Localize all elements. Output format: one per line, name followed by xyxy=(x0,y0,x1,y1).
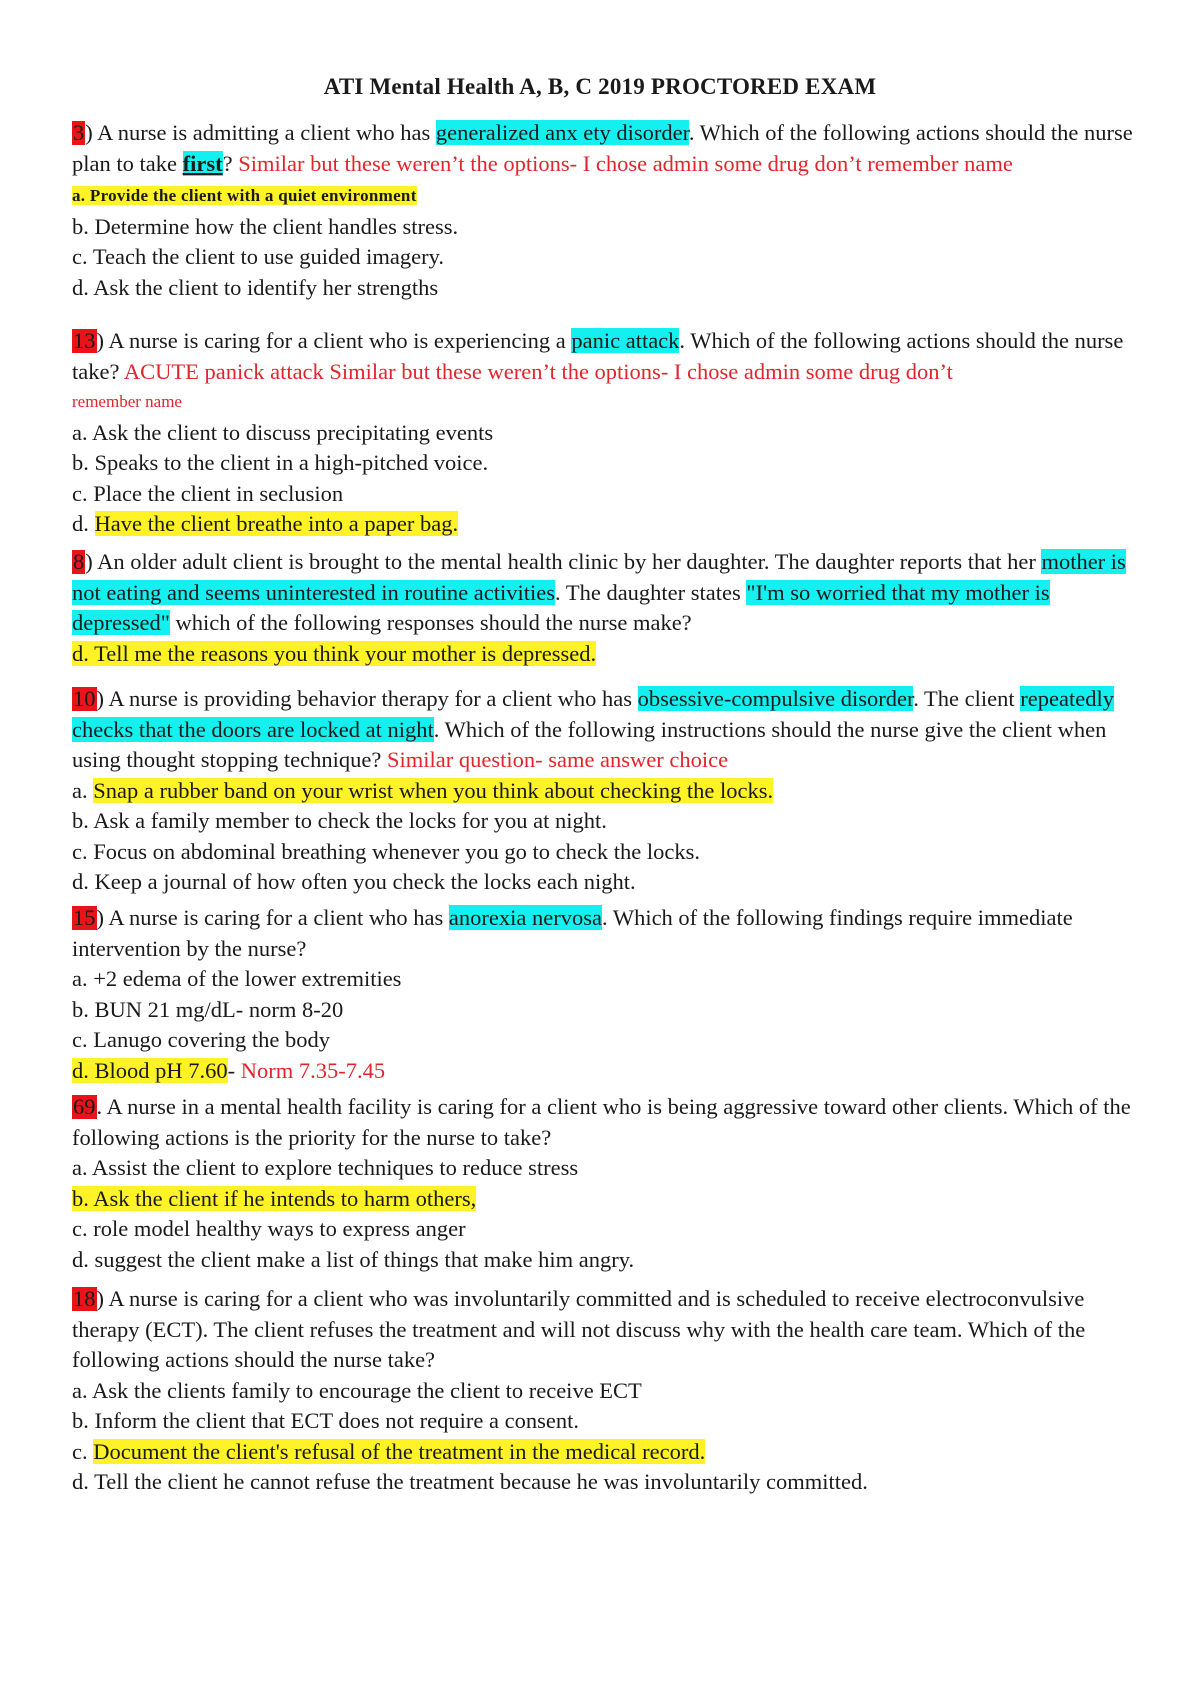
highlight-key-term: generalized anx ety disorder xyxy=(435,120,689,145)
separator: - xyxy=(227,1057,241,1083)
option-a-answer: Snap a rubber band on your wrist when you think about checking the locks. xyxy=(93,777,774,803)
question-number-badge: 10 xyxy=(73,686,96,711)
annotation-note: Similar question- same answer choice xyxy=(386,747,729,772)
option-c-row xyxy=(72,1437,1140,1468)
question-number-badge: 3 xyxy=(73,120,85,145)
question-10 xyxy=(72,684,1140,898)
option-a: a. Ask the clients family to encourage the client to receive ECT xyxy=(72,1377,642,1403)
question-stem xyxy=(72,1092,1140,1153)
option-b: b. Ask a family member to check the locks for you at night. xyxy=(72,808,607,833)
option-d-row xyxy=(72,1056,1140,1087)
question-number-badge: 18 xyxy=(73,1286,96,1311)
question-stem xyxy=(72,903,1140,964)
highlight-key-term: obsessive-compulsive disorder xyxy=(637,686,914,711)
option-c: c. role model healthy ways to express anger xyxy=(72,1216,466,1241)
question-number-badge: 69 xyxy=(73,1094,96,1119)
stem-text: . A nurse in a mental health facility is caring for a client who is being aggressive toward other clients. Which of the following actions is the priority for the nurse to take? xyxy=(72,1094,1131,1150)
option-b: b. BUN 21 mg/dL- norm 8-20 xyxy=(72,996,344,1022)
option-letter: d. xyxy=(72,511,95,536)
annotation-note: ACUTE panick attack Similar but these weren’t the options- I chose admin some drug don’t xyxy=(123,358,953,384)
question-stem xyxy=(72,118,1140,179)
option-b: b. Determine how the client handles stress. xyxy=(72,213,459,239)
question-18 xyxy=(72,1284,1140,1498)
stem-text: ) A nurse is admitting a client who has xyxy=(85,120,436,145)
stem-text: . The daughter states xyxy=(555,579,747,605)
highlight-key-phrase: repeatedly checks that the doors are locked at night xyxy=(72,686,1114,742)
option-letter: c. xyxy=(72,1438,94,1464)
question-stem xyxy=(72,547,1140,639)
option-b: b. Inform the client that ECT does not require a consent. xyxy=(72,1408,579,1433)
option-a-answer: a. Provide the client with a quiet environment xyxy=(72,186,417,205)
option-letter: a. xyxy=(72,777,94,803)
stem-text: ) A nurse is providing behavior therapy for a client who has xyxy=(96,686,638,711)
question-stem xyxy=(72,684,1140,776)
question-stem xyxy=(72,326,1140,387)
annotation-note: Norm 7.35-7.45 xyxy=(240,1057,386,1083)
question-13 xyxy=(72,326,1140,540)
stem-text: . Which of the following actions should the nurse plan to take xyxy=(72,120,1133,176)
stem-text: which of the following responses should the nurse make? xyxy=(169,610,692,635)
stem-text: . The client xyxy=(913,686,1021,711)
annotation-note-continued: remember name xyxy=(72,392,182,411)
stem-text: . Which of the following instructions should the nurse give the client when using thought stopping technique? xyxy=(72,716,1107,772)
option-a-row xyxy=(72,776,1140,807)
stem-text: ) A nurse is caring for a client who is experiencing a xyxy=(96,328,572,353)
question-number-badge: 8 xyxy=(73,549,85,574)
option-d-answer: d. Tell me the reasons you think your mother is depressed. xyxy=(72,640,597,666)
option-d: d. Keep a journal of how often you check the locks each night. xyxy=(72,869,636,894)
annotation-note: Similar but these weren’t the options- I chose admin some drug don’t remember name xyxy=(238,150,1013,176)
option-b-answer: b. Ask the client if he intends to harm others, xyxy=(72,1185,477,1211)
option-c: c. Teach the client to use guided imagery. xyxy=(72,244,445,269)
question-69 xyxy=(72,1092,1140,1275)
option-c: c. Lanugo covering the body xyxy=(72,1027,331,1052)
option-b: b. Speaks to the client in a high-pitched voice. xyxy=(72,450,489,475)
question-8 xyxy=(72,547,1140,669)
stem-text: ) An older adult client is brought to the mental health clinic by her daughter. The daughter reports that her xyxy=(85,549,1042,574)
highlight-key-term: anorexia nervosa xyxy=(448,905,602,930)
option-d: d. Tell the client he cannot refuse the treatment because he was involuntarily committed. xyxy=(72,1469,868,1494)
question-number-badge: 13 xyxy=(73,328,96,353)
option-d: d. suggest the client make a list of things that make him angry. xyxy=(72,1246,635,1272)
stem-text: ) A nurse is caring for a client who was involuntarily committed and is scheduled to receive electroconvulsive therapy (ECT). The client refuses the treatment and will not discuss why with the health care team. Which of the following actions should the nurse take? xyxy=(72,1286,1086,1372)
stem-text: ? xyxy=(222,150,239,176)
stem-text: . Which of the following actions should the nurse take? xyxy=(72,328,1124,384)
option-a: a. Ask the client to discuss precipitating events xyxy=(72,419,494,445)
stem-text: . Which of the following findings require immediate intervention by the nurse? xyxy=(72,905,1073,961)
option-d-answer: Have the client breathe into a paper bag. xyxy=(94,511,459,536)
option-a: a. +2 edema of the lower extremities xyxy=(72,966,402,991)
option-c: c. Focus on abdominal breathing whenever you go to check the locks. xyxy=(72,838,700,864)
option-a: a. Assist the client to explore techniques to reduce stress xyxy=(72,1155,579,1180)
option-c: c. Place the client in seclusion xyxy=(72,480,344,506)
highlight-quote: "I'm so worried that my mother is depressed" xyxy=(72,579,1050,635)
highlight-first: first xyxy=(182,150,223,176)
option-d-answer: d. Blood pH 7.60 xyxy=(72,1057,228,1083)
page-title: ATI Mental Health A, B, C 2019 PROCTORED EXAM xyxy=(323,74,877,99)
stem-text: ) A nurse is caring for a client who has xyxy=(96,905,449,930)
question-number-badge: 15 xyxy=(73,905,96,930)
option-d-row xyxy=(72,509,1140,540)
highlight-key-term: panic attack xyxy=(571,328,680,353)
question-3 xyxy=(72,118,1140,303)
question-stem xyxy=(72,1284,1140,1376)
highlight-key-phrase: mother is not eating and seems uninterested in routine activities xyxy=(72,549,1126,605)
option-c-answer: Document the client's refusal of the treatment in the medical record. xyxy=(93,1438,706,1464)
option-d: d. Ask the client to identify her strengths xyxy=(72,274,439,300)
question-15 xyxy=(72,903,1140,1086)
